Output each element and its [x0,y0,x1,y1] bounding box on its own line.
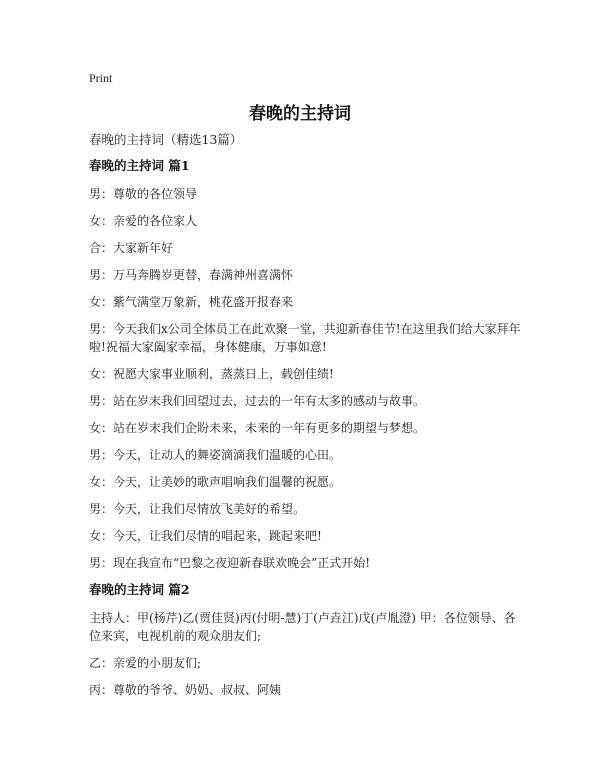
paragraph-line: 男：尊敬的各位领导 [89,187,198,201]
page-title: 春晚的主持词 [249,104,351,124]
paragraph-line: 男：今天，让我们尽情放飞美好的希望。 [89,502,306,516]
paragraph-line: 主持人：甲(杨芹)乙(贾佳贤)丙(付明-慧)丁(卢垚江)戊(卢胤澄) 甲：各位领导、各位来宾，电视机前的观众朋友们; [89,611,516,643]
paragraph-line: 丙：尊敬的爷爷、奶奶、叔叔、阿姨 [89,683,282,697]
paragraph-line: 男：万马奔腾岁更替，春满神州喜满怀 [89,268,294,282]
document-body [89,131,521,708]
paragraph-line: 女：今天，让我们尽情的唱起来，跳起来吧! [89,529,322,543]
paragraph-line: 男：站在岁末我们回望过去，过去的一年有太多的感动与故事。 [89,394,426,408]
document-subtitle: 春晚的主持词（精选13篇） [89,132,243,147]
section-heading-2: 春晚的主持词 篇2 [89,582,190,597]
paragraph-line: 女：站在岁末我们企盼未来，未来的一年有更多的期望与梦想。 [89,421,426,435]
paragraph-line: 男：今天我们x公司全体员工在此欢聚一堂，共迎新春佳节!在这里我们给大家拜年啦!祝福大家阖家幸福，身体健康，万事如意! [89,322,521,354]
paragraph-line: 女：今天，让美妙的歌声唱响我们温馨的祝愿。 [89,475,342,489]
paragraph-line: 男：现在我宣布“巴黎之夜迎新春联欢晚会”正式开始! [89,556,371,570]
paragraph-line: 男：今天，让动人的舞姿滴滴我们温暖的心田。 [89,448,342,462]
paragraph-line: 合：大家新年好 [89,241,174,255]
paragraph-line: 乙：亲爱的小朋友们; [89,656,202,670]
print-link[interactable]: Print [89,71,113,85]
section-heading-1: 春晚的主持词 篇1 [89,158,190,173]
paragraph-line: 女：亲爱的各位家人 [89,214,198,228]
paragraph-line: 女：祝愿大家事业顺利，蒸蒸日上，载创佳绩! [89,367,334,381]
paragraph-line: 女：紫气满堂万象新，桃花盛开报春来 [89,295,294,309]
